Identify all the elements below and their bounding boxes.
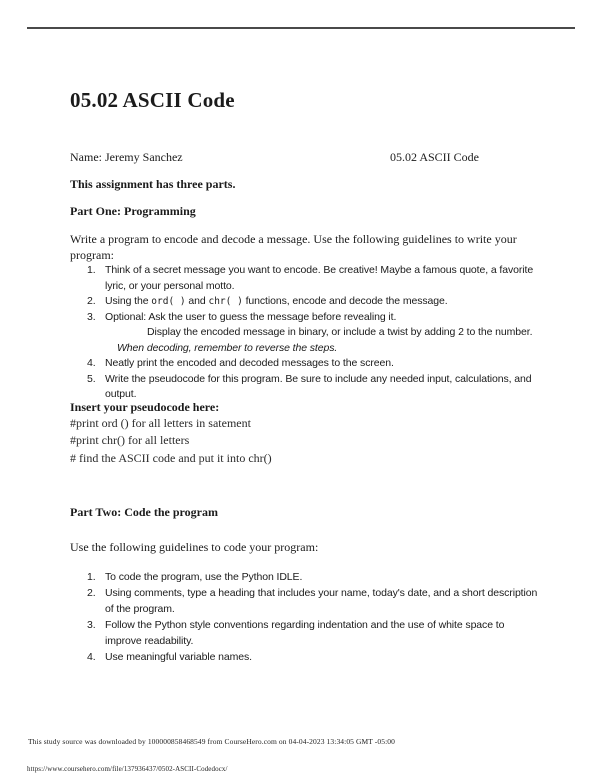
list-number: 5. [87,372,96,385]
list-item-text: Using comments, type a heading that includes your name, today's date, and a short description of the program. [105,587,538,615]
assignment-parts-note: This assignment has three parts. [70,177,236,191]
list-number: 4. [87,651,96,663]
text-run: Using the [105,295,152,307]
part-two-heading: Part Two: Code the program [70,505,218,519]
text-run: Optional: Ask the user to guess the message before revealing it. [105,310,397,323]
list-item [70,310,542,357]
text-run: functions, encode and decode the message. [242,295,448,307]
footer-download-note: This study source was downloaded by 100000858468549 from CourseHero.com on 04-04-2023 13:34:05 GMT -05:00 [28,737,395,746]
list-number: 1. [87,264,96,276]
ordered-list-part-one [70,263,542,403]
list-item-text [105,310,542,357]
list-item-text: Use meaningful variable names. [105,651,252,663]
code-chr-function: chr( ) [208,296,243,307]
document-content [0,88,602,665]
ordered-list-part-two [70,569,542,665]
list-number: 3. [87,619,96,631]
list-item [70,356,542,372]
student-name-label: Name: Jeremy Sanchez [70,150,183,164]
list-item-text [105,294,542,310]
sub-note-when-decoding: When decoding, remember to reverse the steps. [117,341,338,354]
list-item-text: Think of a secret message you want to encode. Be creative! Maybe a famous quote, a favorite lyric, or your personal motto. [105,264,534,292]
part-one-heading: Part One: Programming [70,204,196,218]
pseudocode-line: # find the ASCII code and put it into chr() [70,450,272,465]
sub-note-display-binary: Display the encoded message in binary, or include a twist by adding 2 to the number. [147,326,533,338]
footer-source-url: https://www.coursehero.com/file/137936437/0502-ASCII-Codedocx/ [27,765,228,773]
pseudocode-line: #print chr() for all letters [70,433,190,447]
list-item-text: To code the program, use the Python IDLE. [105,571,303,583]
list-item-text: Follow the Python style conventions regarding indentation and the use of white space to improve readability. [105,619,505,647]
list-item [70,263,542,294]
part-one-intro: Write a program to encode and decode a message. Use the following guidelines to write your program: [70,232,517,262]
list-item [70,372,542,403]
list-item-text: Neatly print the encoded and decoded messages to the screen. [105,357,394,369]
list-item [70,585,542,617]
list-item [70,649,542,665]
pseudocode-line: #print ord () for all letters in satement [70,415,251,430]
pseudocode-heading: Insert your pseudocode here: [70,399,220,414]
list-item [70,617,542,649]
part-two-intro: Use the following guidelines to code your program: [70,540,319,554]
list-number: 4. [87,357,96,369]
text-run: and [185,295,209,307]
list-item-text: Write the pseudocode for this program. Be sure to include any needed input, calculations, and output. [105,372,532,400]
header-rule [27,27,575,29]
list-number: 2. [87,587,96,599]
page-title: 05.02 ASCII Code [70,88,235,112]
code-ord-function: ord( ) [151,296,186,307]
list-number: 1. [87,571,96,583]
list-number: 3. [87,310,96,323]
header-row [70,150,552,165]
list-item [70,569,542,585]
list-number: 2. [87,295,96,307]
list-item [70,294,542,310]
header-doc-label: 05.02 ASCII Code [390,150,480,164]
